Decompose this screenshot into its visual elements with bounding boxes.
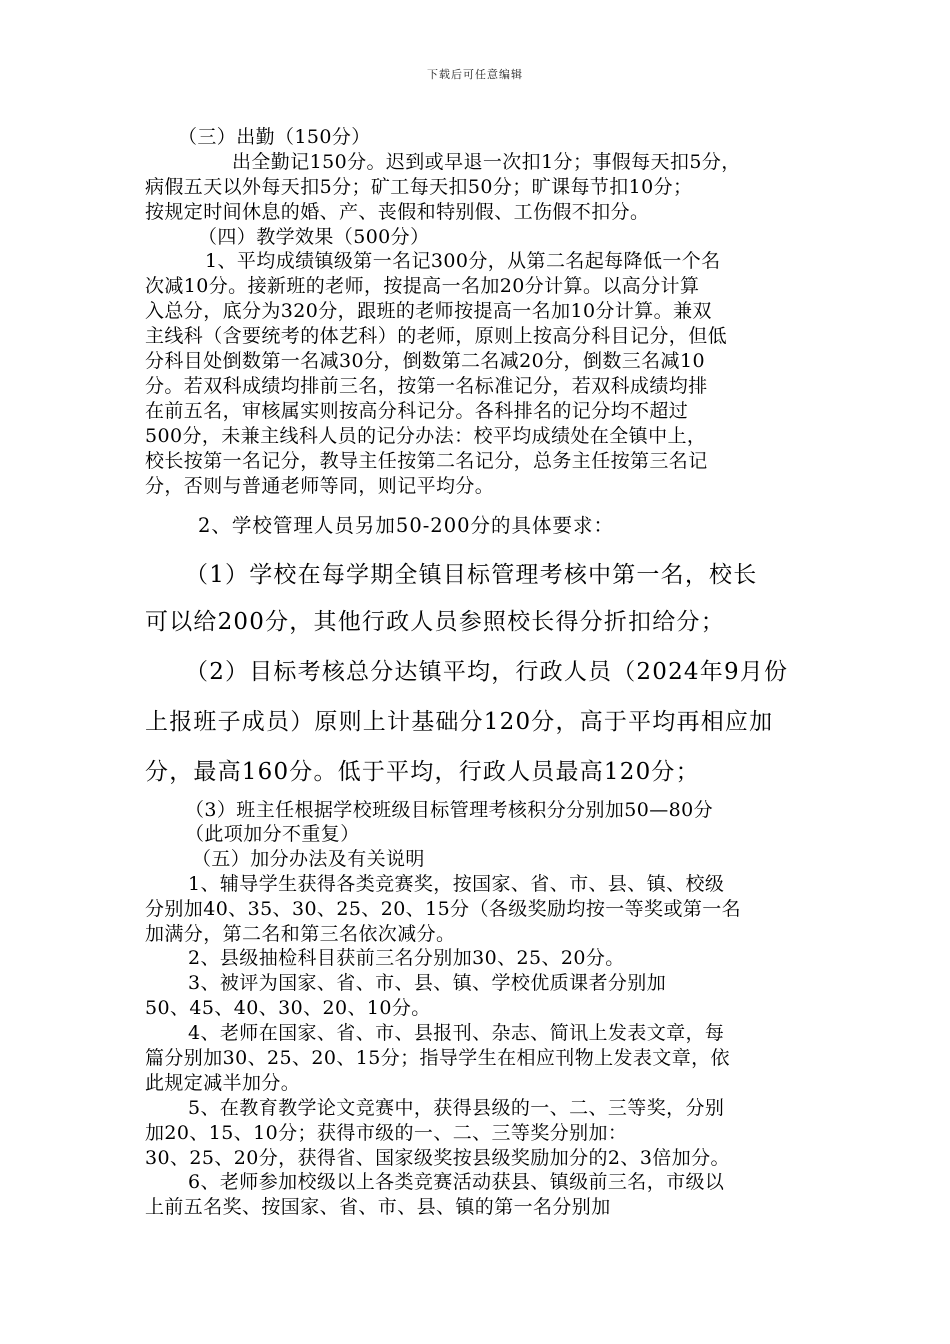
section-heading-bonus-rules: （五）加分办法及有关说明	[192, 848, 425, 870]
body-line: 30、25、20分，获得省、国家级奖按县级奖励加分的2、3倍加分。	[145, 1147, 730, 1169]
body-line: 篇分别加30、25、20、15分；指导学生在相应刊物上发表文章，依	[145, 1047, 730, 1069]
body-line: 50、45、40、30、20、10分。	[145, 997, 431, 1019]
body-line: 校长按第一名记分，教导主任按第二名记分，总务主任按第三名记	[145, 450, 708, 472]
body-line: 主线科（含要统考的体艺科）的老师，原则上按高分科目记分，但低	[145, 325, 728, 347]
body-line: 1、平均成绩镇级第一名记300分，从第二名起每降低一个名	[205, 250, 721, 272]
body-line: 500分，未兼主线科人员的记分办法：校平均成绩处在全镇中上，	[145, 425, 707, 447]
body-line: 分，否则与普通老师等同，则记平均分。	[145, 475, 495, 497]
body-line: 2、县级抽检科目获前三名分别加30、25、20分。	[188, 947, 625, 969]
body-line: 加20、15、10分；获得市级的一、二、三等奖分别加：	[145, 1122, 628, 1144]
body-line-large: 上报班子成员）原则上计基础分120分，高于平均再相应加	[145, 709, 774, 735]
body-line: 分别加40、35、30、25、20、15分（各级奖励均按一等奖或第一名	[145, 898, 742, 920]
body-line-large: （1）学校在每学期全镇目标管理考核中第一名，校长	[185, 562, 758, 588]
body-line: 病假五天以外每天扣5分；矿工每天扣50分；旷课每节扣10分；	[145, 176, 693, 198]
section-heading-teaching-effect: （四）教学效果（500分）	[198, 226, 430, 248]
body-line: 在前五名，审核属实则按高分科记分。各科排名的记分均不超过	[145, 400, 689, 422]
body-line: 3、被评为国家、省、市、县、镇、学校优质课者分别加	[188, 972, 667, 994]
body-line: 分。若双科成绩均排前三名，按第一名标准记分，若双科成绩均排	[145, 375, 708, 397]
body-line: 1、辅导学生获得各类竞赛奖，按国家、省、市、县、镇、校级	[188, 873, 725, 895]
body-line: 5、在教育教学论文竞赛中，获得县级的一、二、三等奖，分别	[188, 1097, 725, 1119]
body-line: 出全勤记150分。迟到或早退一次扣1分；事假每天扣5分，	[232, 151, 741, 173]
body-line: 此规定减半加分。	[145, 1072, 301, 1094]
body-line-large: 可以给200分，其他行政人员参照校长得分折扣给分；	[145, 609, 725, 635]
body-line: 6、老师参加校级以上各类竞赛活动获县、镇级前三名，市级以	[188, 1171, 725, 1193]
body-line: （此项加分不重复）	[185, 823, 360, 845]
body-line: 加满分，第二名和第三名依次减分。	[145, 923, 456, 945]
section-heading-attendance: （三）出勤（150分）	[178, 126, 371, 148]
body-line: 入总分，底分为320分，跟班的老师按提高一名加10分计算。兼双	[145, 300, 712, 322]
body-line: 上前五名奖、按国家、省、市、县、镇的第一名分别加	[145, 1196, 611, 1218]
body-line: 按规定时间休息的婚、产、丧假和特别假、工伤假不扣分。	[145, 201, 650, 223]
page-header: 下载后可任意编辑	[427, 68, 523, 81]
body-line: 分科目处倒数第一名减30分，倒数第二名减20分，倒数三名减10	[145, 350, 705, 372]
body-line: 次减10分。接新班的老师，按提高一名加20分计算。以高分计算	[145, 275, 700, 297]
body-line-large: （2）目标考核总分达镇平均，行政人员（2024年9月份	[185, 659, 789, 685]
body-line: 4、老师在国家、省、市、县报刊、杂志、简讯上发表文章，每	[188, 1022, 725, 1044]
subheading-management-bonus: 2、学校管理人员另加50-200分的具体要求：	[198, 514, 615, 537]
body-line: （3）班主任根据学校班级目标管理考核积分分别加50—80分	[185, 799, 714, 821]
body-line-large: 分，最高160分。低于平均，行政人员最高120分；	[145, 759, 700, 785]
